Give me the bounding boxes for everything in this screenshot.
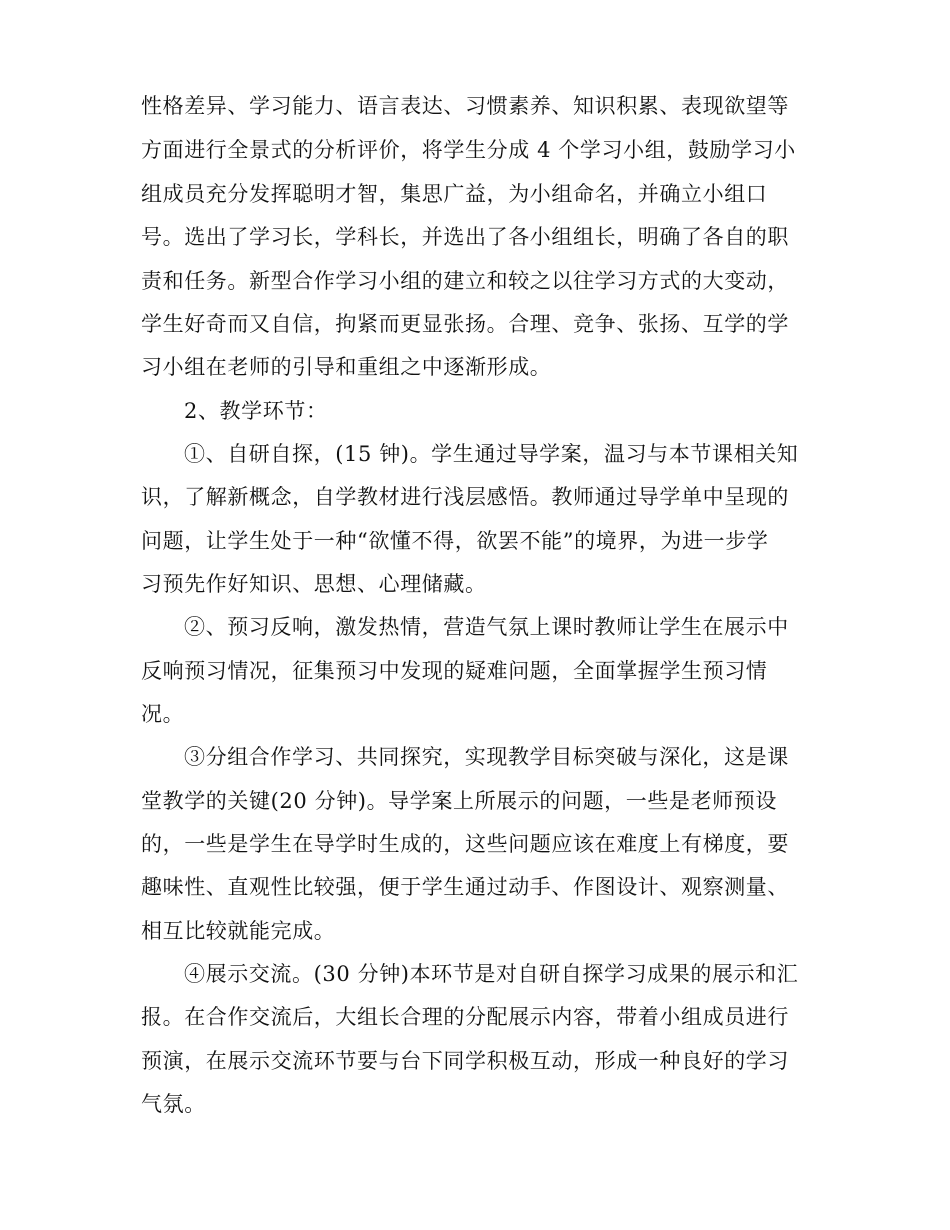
text-line: 习预先作好知识、思想、心理储藏。 bbox=[141, 572, 487, 596]
text-line: 责和任务。新型合作学习小组的建立和较之以往学习方式的大变动， bbox=[141, 269, 789, 293]
text-line: 报。在合作交流后，大组长合理的分配展示内容，带着小组成员进行 bbox=[141, 1005, 789, 1029]
text-line: 习小组在老师的引导和重组之中逐渐形成。 bbox=[141, 355, 552, 379]
text-line: ④展示交流。(30 分钟)本环节是对自研自探学习成果的展示和汇 bbox=[184, 962, 799, 986]
text-line: 问题，让学生处于一种“欲懂不得，欲罢不能”的境界，为进一步学 bbox=[141, 529, 769, 553]
text-line: 预演，在展示交流环节要与台下同学积极互动，形成一种良好的学习 bbox=[141, 1049, 789, 1073]
text-line: ②、预习反响，激发热情，营造气氛上课时教师让学生在展示中 bbox=[184, 615, 789, 639]
text-line: 气氛。 bbox=[141, 1092, 206, 1116]
text-line: 号。选出了学习长，学科长，并选出了各小组组长，明确了各自的职 bbox=[141, 225, 789, 249]
text-line: ③分组合作学习、共同探究，实现教学目标突破与深化，这是课 bbox=[184, 745, 789, 769]
text-line: 况。 bbox=[141, 702, 185, 726]
text-line: 反响预习情况，征集预习中发现的疑难问题，全面掌握学生预习情 bbox=[141, 659, 768, 683]
text-line: 堂教学的关键(20 分钟)。导学案上所展示的问题，一些是老师预设 bbox=[141, 789, 777, 813]
text-line: 的，一些是学生在导学时生成的，这些问题应该在难度上有梯度，要 bbox=[141, 832, 789, 856]
text-line: 性格差异、学习能力、语言表达、习惯素养、知识积累、表现欲望等 bbox=[141, 94, 789, 118]
text-line: 组成员充分发挥聪明才智，集思广益，为小组命名，并确立小组口 bbox=[141, 182, 768, 206]
text-line: 学生好奇而又自信，拘紧而更显张扬。合理、竞争、张扬、互学的学 bbox=[141, 312, 789, 336]
text-line: 识，了解新概念，自学教材进行浅层感悟。教师通过导学单中呈现的 bbox=[141, 485, 789, 509]
text-line: 方面进行全景式的分析评价，将学生分成 4 个学习小组，鼓励学习小 bbox=[141, 138, 796, 162]
text-line: ①、自研自探，(15 钟)。学生通过导学案，温习与本节课相关知 bbox=[184, 442, 799, 466]
text-line: 趣味性、直观性比较强，便于学生通过动手、作图设计、观察测量、 bbox=[141, 875, 789, 899]
text-line: 相互比较就能完成。 bbox=[141, 919, 336, 943]
section-heading: 2、教学环节： bbox=[184, 399, 328, 423]
